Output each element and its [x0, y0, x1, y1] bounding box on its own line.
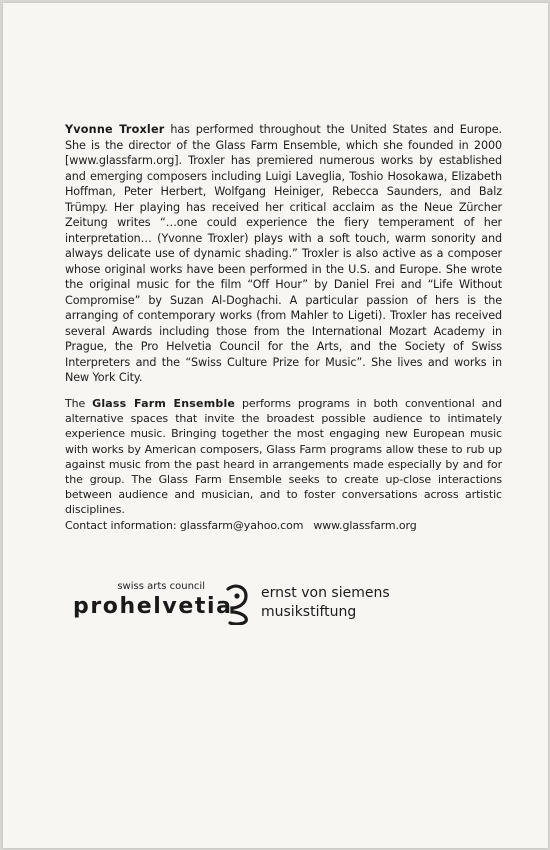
siemens-line-2: musikstiftung: [261, 604, 357, 620]
contact-email: Contact information: glassfarm@yahoo.com: [65, 518, 304, 532]
prohelvetia-wordmark: prohelvetia: [73, 594, 233, 619]
siemens-logo: [261, 584, 390, 622]
ensemble-paragraph: [65, 396, 502, 533]
contact-line: [65, 518, 502, 533]
bio-paragraph: [65, 122, 502, 386]
prohelvetia-tagline: swiss arts council: [117, 581, 205, 592]
ensemble-name: Glass Farm Ensemble: [92, 397, 236, 410]
ensemble-lead: The: [65, 397, 93, 410]
program-page: [3, 3, 548, 848]
siemens-mark-icon: [224, 583, 250, 625]
siemens-line-1: ernst von siemens: [261, 585, 390, 601]
ensemble-text: performs programs in both conventional and alternative spaces that invite the broadest possible audience to intimately experience music. Bringing together the most engaging new European music with works by American composers, Glass Farm programs allow these to rub up against music from the past heard in arrangements made especially by and for the group. The Glass Farm Ensemble seeks to create up-close interactions between audience and musician, and to foster conversations across artistic disciplines.: [65, 397, 502, 517]
bio-name: Yvonne Troxler: [65, 123, 165, 137]
prohelvetia-logo: [73, 581, 233, 621]
website-link: www.glassfarm.org: [313, 518, 417, 532]
bio-text: has performed throughout the United States and Europe. She is the director of the Glass Farm Ensemble, which she founded in 2000 [www.glassfarm.org]. Troxler has premiered numerous works by established and emerging composers including Luigi Laveglia, Toshio Hosokawa, Elizabeth Hoffman, Peter Herbert, Wolfgang Heiniger, Rebecca Saunders, and Balz Trümpy. Her playing has received her critical acclaim as the Neue Zürcher Zeitung writes “…one could experience the fiery temperament of her interpretation… (Yvonne Troxler) plays with a soft touch, warm sonority and always delicate use of dynamic shading.” Troxler is also active as a composer whose original works have been performed in the U.S. and Europe. She wrote the original music for the film “Off Hour” by Daniel Frei and “Life Without Compromise” by Suzan Al-Doghachi. A particular passion of hers is the arranging of contemporary works (from Mahler to Ligeti). Troxler has received several Awards including those from the International Mozart Academy in Prague, the Pro Helvetia Council for the Arts, and the Society of Swiss Interpreters and the “Swiss Culture Prize for Music”. She lives and works in New York City.: [65, 123, 502, 385]
